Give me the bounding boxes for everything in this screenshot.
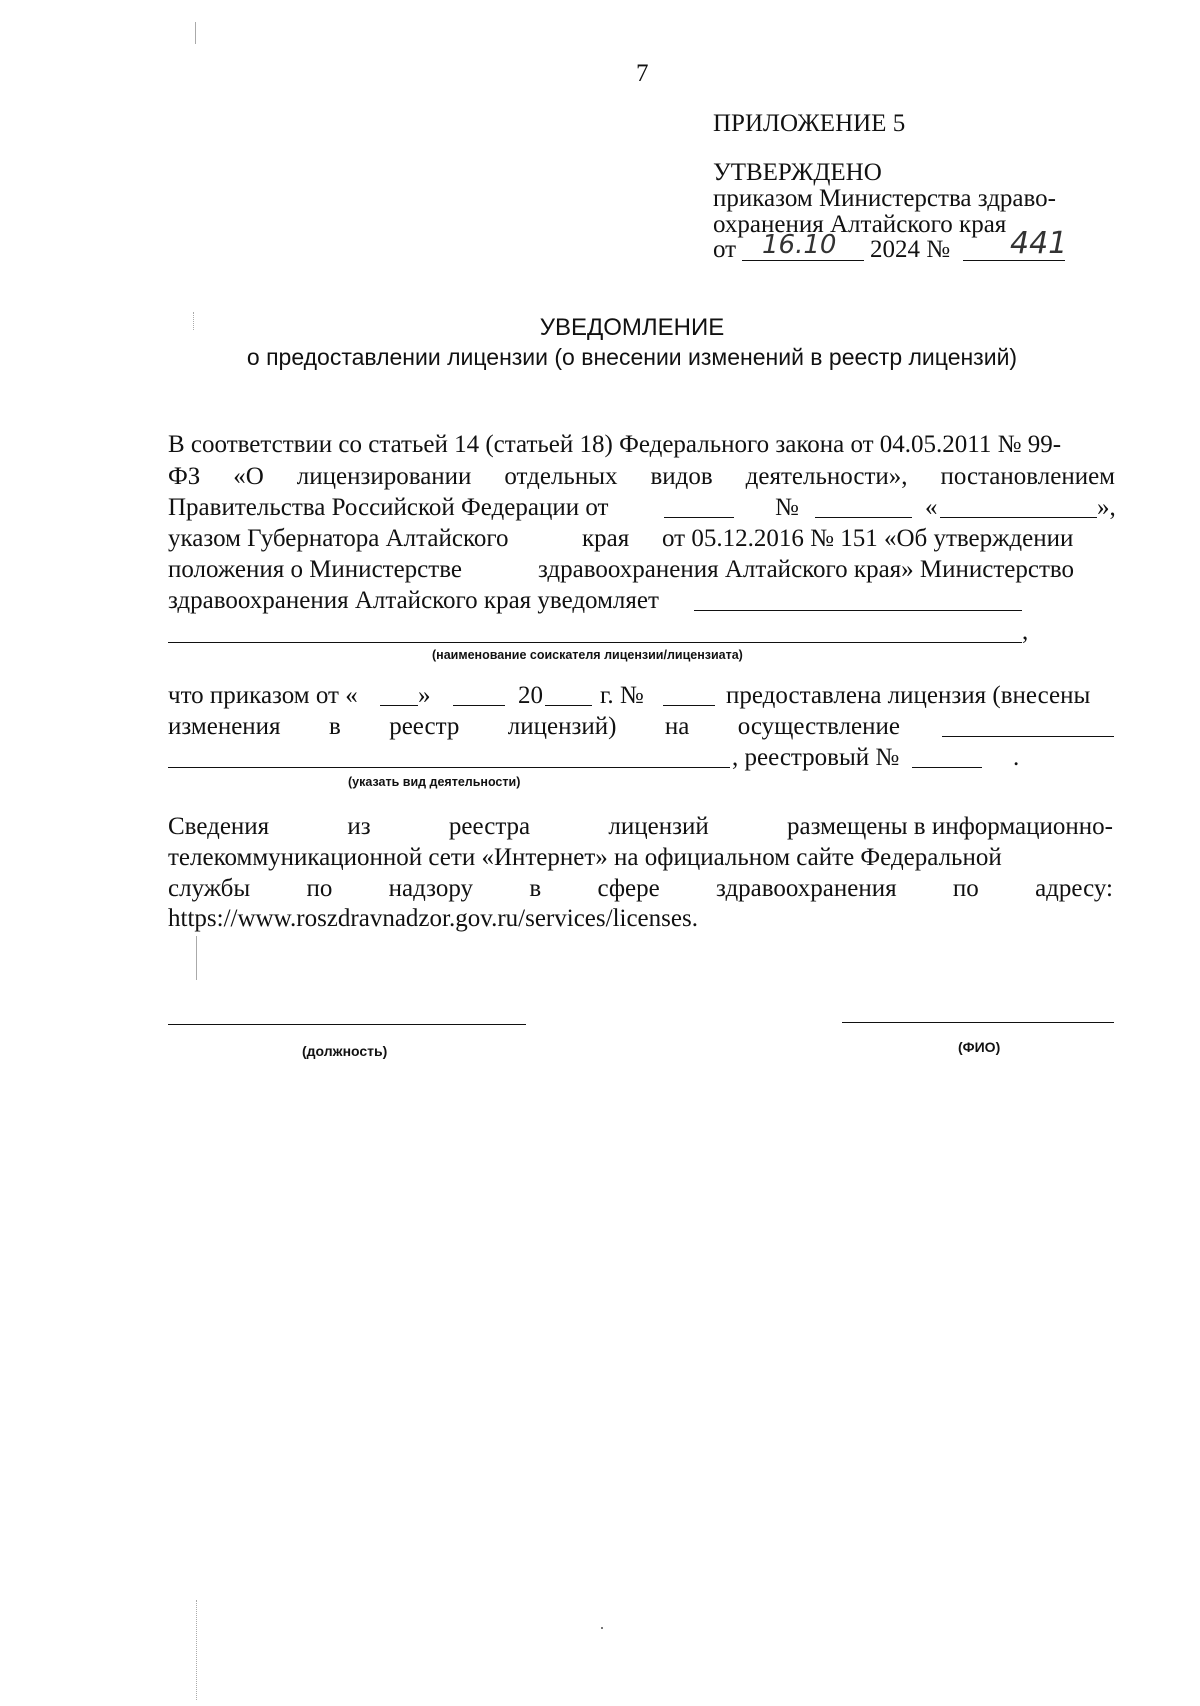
applicant-name-blank-1 xyxy=(694,610,1022,611)
para2-line2-word: изменения xyxy=(168,713,281,740)
order-day-blank xyxy=(380,705,418,706)
page-number: 7 xyxy=(636,60,649,87)
para3-line3-word: по xyxy=(306,875,333,902)
registry-number-blank xyxy=(912,767,982,768)
order-year: 2024 № xyxy=(870,236,951,263)
order-line-1: приказом Министерства здраво- xyxy=(713,185,1056,212)
order-date-handwritten: 16.10 xyxy=(762,230,837,260)
para3-line1-word: лицензий xyxy=(608,813,709,840)
order-number-handwritten: 441 xyxy=(1010,226,1068,261)
signature-name-line xyxy=(842,1022,1114,1023)
activity-type-blank-1 xyxy=(942,736,1114,737)
para1-line2-word: «О xyxy=(233,463,264,490)
para3-line1 xyxy=(168,813,1113,841)
para3-line3-word: адресу: xyxy=(1035,875,1113,902)
applicant-name-comma: , xyxy=(1022,618,1029,645)
activity-type-caption: (указать вид деятельности) xyxy=(348,775,521,789)
para1-line4-start: указом Губернатора Алтайского xyxy=(168,525,509,552)
para2-line2 xyxy=(168,713,900,741)
signature-position-caption: (должность) xyxy=(302,1043,388,1059)
para1-line2-word: постановлением xyxy=(940,463,1115,490)
decree-quote-open: « xyxy=(925,494,938,521)
para3-line3-word: здравоохранения xyxy=(716,875,897,902)
decree-number-blank xyxy=(815,517,912,518)
para3-line3-word: в xyxy=(529,875,542,902)
registry-number-period: . xyxy=(1013,744,1020,771)
appendix-label: ПРИЛОЖЕНИЕ 5 xyxy=(713,110,906,137)
para3-line3-word: сфере xyxy=(597,875,660,902)
para2-line2-word: осуществление xyxy=(737,713,900,740)
para3-line1-word: размещены в информационно- xyxy=(786,813,1113,840)
order-number-blank xyxy=(663,705,715,706)
para1-line2-word: видов xyxy=(650,463,713,490)
para3-line2: телекоммуникационной сети «Интернет» на официальном сайте Федеральной xyxy=(168,844,1002,871)
applicant-name-blank-2 xyxy=(168,642,1022,643)
signature-position-line xyxy=(168,1024,526,1025)
order-month-blank xyxy=(453,705,505,706)
decree-date-blank xyxy=(664,517,734,518)
para1-line4-end: от 05.12.2016 № 151 «Об утверждении xyxy=(662,525,1074,552)
applicant-name-caption: (наименование соискателя лицензии/лицензиата) xyxy=(432,648,743,662)
para2-line2-word: лицензий) xyxy=(507,713,617,740)
document-subtitle: о предоставлении лицензии (о внесении изменений в реестр лицензий) xyxy=(246,344,1018,370)
signature-name-caption: (ФИО) xyxy=(958,1039,1001,1055)
para1-line1: В соответствии со статьей 14 (статьей 18) Федерального закона от 04.05.2011 № 99- xyxy=(168,431,1062,458)
registry-number-label: , реестровый № xyxy=(732,744,900,771)
para3-line3-word: по xyxy=(952,875,979,902)
order-year-prefix: 20 xyxy=(518,682,543,709)
document-title: УВЕДОМЛЕНИЕ xyxy=(539,314,725,341)
order-year-blank xyxy=(545,705,592,706)
scan-margin-mark xyxy=(196,936,197,980)
para2-line2-word: реестр xyxy=(389,713,460,740)
activity-type-blank-2 xyxy=(168,767,730,768)
decree-number-sign: № xyxy=(775,494,799,521)
approved-label: УТВЕРЖДЕНО xyxy=(713,159,882,186)
para3-line3-word: службы xyxy=(168,875,251,902)
para1-line2-word: отдельных xyxy=(504,463,618,490)
para3-line1-word: Сведения xyxy=(168,813,270,840)
order-day-quote-close: » xyxy=(418,682,431,709)
para1-line5-start: положения о Министерстве xyxy=(168,556,462,583)
order-line-2: охранения Алтайского края xyxy=(713,211,1007,238)
para2-line2-word: на xyxy=(664,713,690,740)
para2-line1-start: что приказом от « xyxy=(168,682,358,709)
decree-quote-close: », xyxy=(1097,494,1116,521)
para1-line2-word: ФЗ xyxy=(168,463,201,490)
order-date-prefix: от xyxy=(713,236,737,263)
para1-line2-word: деятельности», xyxy=(745,463,908,490)
para1-line2 xyxy=(168,463,1115,491)
para1-line5-end: здравоохранения Алтайского края» Министерство xyxy=(538,556,1075,583)
para1-line3-start: Правительства Российской Федерации от xyxy=(168,494,609,521)
para1-line6: здравоохранения Алтайского края уведомляет xyxy=(168,587,659,614)
order-number-label: г. № xyxy=(600,682,644,709)
registry-url-link[interactable]: https://www.roszdravnadzor.gov.ru/services/licenses. xyxy=(168,905,698,932)
para3-line3 xyxy=(168,875,1113,903)
para3-line1-word: из xyxy=(347,813,371,840)
para1-line2-word: лицензировании xyxy=(296,463,472,490)
para2-line1-end: предоставлена лицензия (внесены xyxy=(726,682,1091,709)
para2-line2-word: в xyxy=(328,713,341,740)
scan-speck xyxy=(601,1627,603,1629)
para1-line4-mid: края xyxy=(582,525,630,552)
para3-line3-word: надзору xyxy=(388,875,474,902)
order-date-line xyxy=(742,260,864,261)
para3-line1-word: реестра xyxy=(448,813,531,840)
decree-title-blank xyxy=(940,517,1097,518)
scan-margin-mark xyxy=(195,22,196,44)
scan-margin-mark xyxy=(196,1600,197,1700)
